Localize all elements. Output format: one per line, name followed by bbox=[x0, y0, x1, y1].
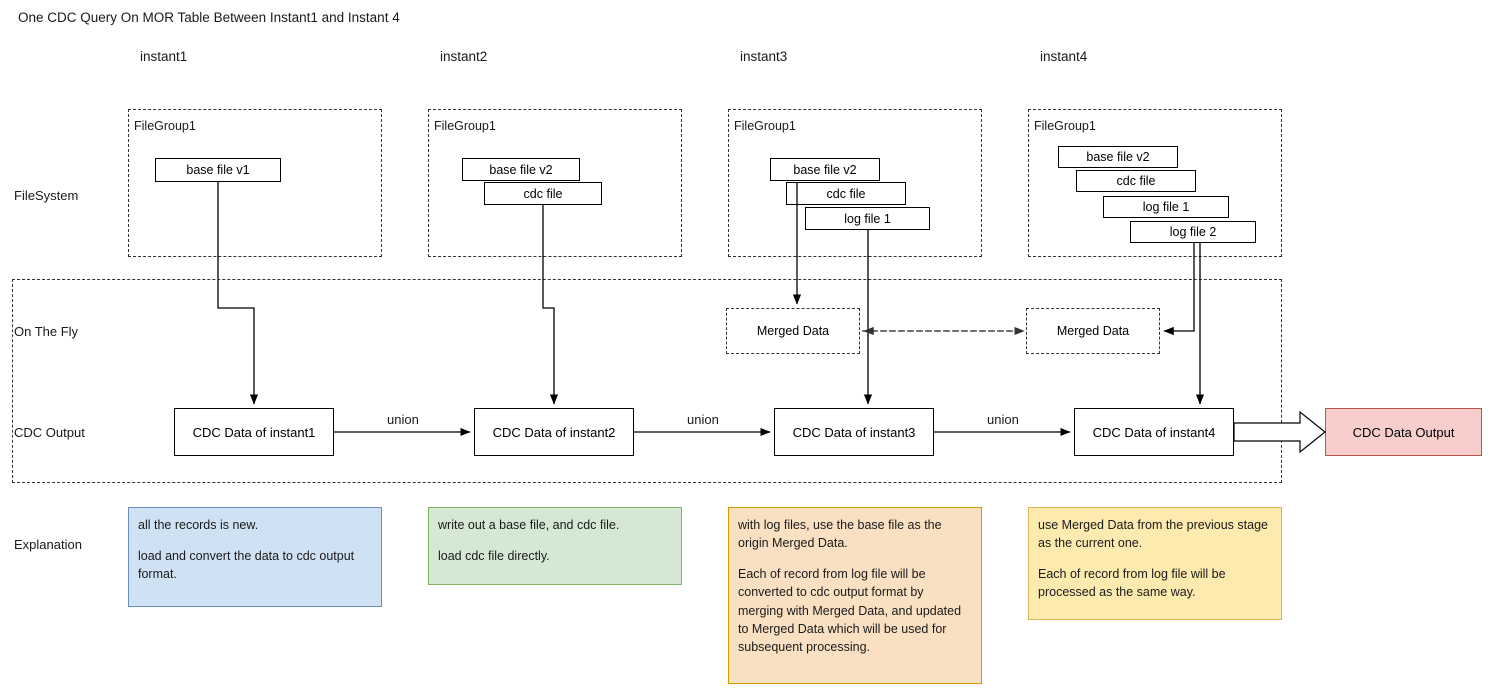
file-log-file-1-instant3[interactable]: log file 1 bbox=[805, 207, 930, 230]
row-label-cdc-output: CDC Output bbox=[14, 425, 85, 440]
note1-line2: load and convert the data to cdc output format. bbox=[138, 549, 355, 582]
explanation-note-instant3 bbox=[728, 507, 982, 684]
row-label-on-the-fly: On The Fly bbox=[14, 324, 79, 339]
column-header-instant2: instant2 bbox=[440, 49, 488, 64]
filegroup-label-instant4: FileGroup1 bbox=[1034, 119, 1096, 133]
column-header-instant3: instant3 bbox=[740, 49, 788, 64]
merged-data-instant4[interactable]: Merged Data bbox=[1026, 308, 1160, 354]
explanation-note-instant2 bbox=[428, 507, 682, 585]
file-base-file-v1[interactable]: base file v1 bbox=[155, 158, 281, 182]
file-base-file-v2-instant3[interactable]: base file v2 bbox=[770, 158, 880, 181]
note2-line1: write out a base file, and cdc file. bbox=[438, 518, 620, 532]
file-log-file-2-instant4[interactable]: log file 2 bbox=[1130, 221, 1256, 243]
note3-line2: Each of record from log file will be converted to cdc output format by merging with Merged Data, and updated to Merged Data which will be used for subsequent processing. bbox=[738, 567, 962, 654]
cdc-data-output[interactable]: CDC Data Output bbox=[1325, 408, 1482, 456]
explanation-note-instant1 bbox=[128, 507, 382, 607]
note3-line1: with log files, use the base file as the origin Merged Data. bbox=[738, 518, 942, 551]
note4-line2: Each of record from log file will be processed as the same way. bbox=[1038, 567, 1226, 600]
file-log-file-1-instant4[interactable]: log file 1 bbox=[1103, 196, 1229, 218]
cdc-node-instant2[interactable]: CDC Data of instant2 bbox=[474, 408, 634, 456]
note4-line1: use Merged Data from the previous stage as the current one. bbox=[1038, 518, 1268, 551]
file-cdc-file-instant3[interactable]: cdc file bbox=[786, 182, 906, 205]
note2-line2: load cdc file directly. bbox=[438, 549, 550, 564]
file-cdc-file-instant2[interactable]: cdc file bbox=[484, 182, 602, 205]
column-header-instant4: instant4 bbox=[1040, 49, 1088, 64]
file-cdc-file-instant4[interactable]: cdc file bbox=[1076, 170, 1196, 192]
note1-line1: all the records is new. bbox=[138, 518, 259, 532]
file-base-file-v2-instant2[interactable]: base file v2 bbox=[462, 158, 580, 181]
merged-data-instant3[interactable]: Merged Data bbox=[726, 308, 860, 354]
filegroup-label-instant1: FileGroup1 bbox=[134, 119, 196, 133]
cdc-node-instant4[interactable]: CDC Data of instant4 bbox=[1074, 408, 1234, 456]
row-label-filesystem: FileSystem bbox=[14, 188, 79, 203]
filegroup-label-instant2: FileGroup1 bbox=[434, 119, 496, 133]
union-label-3: union bbox=[987, 412, 1019, 427]
column-header-instant1: instant1 bbox=[140, 49, 188, 64]
explanation-note-instant4 bbox=[1028, 507, 1282, 620]
page-title: One CDC Query On MOR Table Between Instant1 and Instant 4 bbox=[18, 10, 400, 25]
row-label-explanation: Explanation bbox=[14, 537, 82, 552]
filegroup-label-instant3: FileGroup1 bbox=[734, 119, 796, 133]
cdc-node-instant3[interactable]: CDC Data of instant3 bbox=[774, 408, 934, 456]
file-base-file-v2-instant4[interactable]: base file v2 bbox=[1058, 146, 1178, 168]
cdc-node-instant1[interactable]: CDC Data of instant1 bbox=[174, 408, 334, 456]
union-label-1: union bbox=[387, 412, 419, 427]
union-label-2: union bbox=[687, 412, 719, 427]
